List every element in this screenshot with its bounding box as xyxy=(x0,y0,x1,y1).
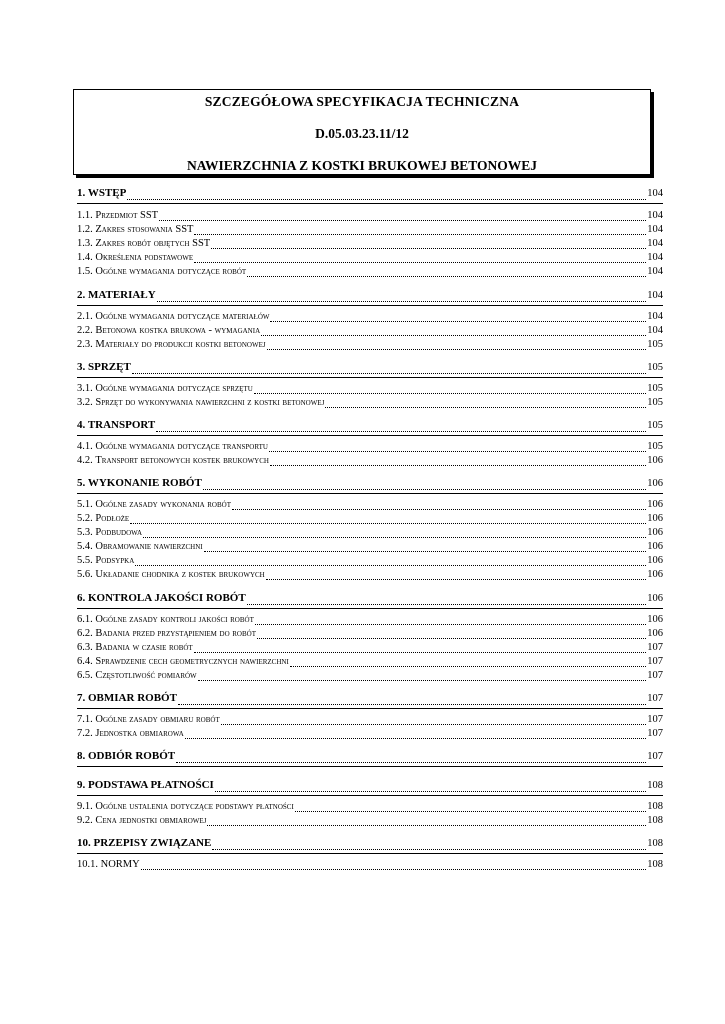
toc-entry[interactable] xyxy=(77,419,663,436)
toc-entry[interactable] xyxy=(77,592,663,609)
toc-entry-number: 7.1. xyxy=(77,714,96,725)
toc-page-number: 106 xyxy=(647,628,663,639)
toc-leader-dots xyxy=(178,703,646,705)
toc-entry[interactable] xyxy=(77,801,663,815)
toc-page-number: 105 xyxy=(647,339,663,350)
toc-entry-number: 6.3. xyxy=(77,642,96,653)
toc-entry-number: 1.2. xyxy=(77,224,96,235)
toc-leader-dots xyxy=(204,550,647,552)
toc-entry-label xyxy=(77,642,193,653)
toc-entry-label xyxy=(77,815,206,826)
toc-entry-label xyxy=(77,714,220,725)
toc-entry[interactable] xyxy=(77,210,663,224)
toc-leader-dots xyxy=(261,334,646,336)
toc-entry-label xyxy=(77,187,126,199)
toc-entry-title: Jednostka obmiarowa xyxy=(95,728,184,739)
toc-leader-dots xyxy=(156,430,646,432)
toc-page-number: 106 xyxy=(647,499,663,510)
toc-entry-number: 3.1. xyxy=(77,383,96,394)
toc-page-number: 107 xyxy=(647,751,663,762)
toc-entry-label xyxy=(77,569,265,580)
toc-leader-dots xyxy=(135,564,646,566)
toc-page-number: 106 xyxy=(647,541,663,552)
toc-entry[interactable] xyxy=(77,714,663,728)
toc-entry[interactable] xyxy=(77,238,663,252)
toc-entry-title: Badania w czasie robót xyxy=(95,642,193,653)
toc-entry-title: Badania przed przystąpieniem do robót xyxy=(95,628,256,639)
toc-entry-title: Sprzęt do wykonywania nawierzchni z kostki betonowej xyxy=(95,397,325,408)
toc-page-number: 104 xyxy=(647,311,663,322)
toc-leader-dots xyxy=(270,464,646,466)
toc-entry-title: SPRZĘT xyxy=(88,361,131,373)
toc-page-number: 106 xyxy=(647,478,663,489)
toc-leader-dots xyxy=(247,603,647,605)
toc-leader-dots xyxy=(257,637,646,639)
toc-entry[interactable] xyxy=(77,477,663,494)
toc-leader-dots xyxy=(157,300,647,302)
toc-entry-label xyxy=(77,837,211,849)
toc-leader-dots xyxy=(232,508,646,510)
toc-page-number: 107 xyxy=(647,714,663,725)
toc-entry-title: KONTROLA JAKOŚCI ROBÓT xyxy=(88,592,246,604)
toc-entry-number: 5.2. xyxy=(77,513,96,524)
toc-entry-title: Betonowa kostka brukowa - wymagania xyxy=(95,325,261,336)
toc-page-number: 106 xyxy=(647,527,663,538)
toc-entry-number: 5.1. xyxy=(77,499,96,510)
toc-entry[interactable] xyxy=(77,642,663,656)
toc-leader-dots xyxy=(295,810,646,812)
toc-entry[interactable] xyxy=(77,339,663,353)
toc-entry-label xyxy=(77,455,269,466)
toc-entry-title: Ogólne zasady wykonania robót xyxy=(95,499,231,510)
toc-entry-number: 4. xyxy=(77,419,88,431)
toc-entry-number: 9.2. xyxy=(77,815,96,826)
toc-entry-title: Częstotliwość pomiarów xyxy=(95,670,197,681)
document-subject: NAWIERZCHNIA Z KOSTKI BRUKOWEJ BETONOWEJ xyxy=(186,158,538,173)
toc-entry[interactable] xyxy=(77,187,663,204)
toc-page-number: 104 xyxy=(647,188,663,199)
toc-entry-number: 1.5. xyxy=(77,266,96,277)
toc-page-number: 107 xyxy=(647,693,663,704)
toc-page-number: 106 xyxy=(647,513,663,524)
toc-entry-number: 1. xyxy=(77,187,88,199)
toc-entry-title: Ogólne ustalenia dotyczące podstawy płatności xyxy=(95,801,294,812)
toc-entry-number: 7.2. xyxy=(77,728,96,739)
toc-entry-label xyxy=(77,339,266,350)
toc-entry-label xyxy=(77,361,131,373)
toc-leader-dots xyxy=(215,790,646,792)
toc-leader-dots xyxy=(290,665,646,667)
toc-entry-title: Podłoże xyxy=(95,513,130,524)
toc-leader-dots xyxy=(266,578,647,580)
toc-entry-number: 5.5. xyxy=(77,555,96,566)
toc-leader-dots xyxy=(207,824,646,826)
toc-page-number: 107 xyxy=(647,728,663,739)
toc-entry-title: OBMIAR ROBÓT xyxy=(88,692,177,704)
toc-entry-title: Sprawdzenie cech geometrycznych nawierzchni xyxy=(95,656,289,667)
toc-page-number: 106 xyxy=(647,614,663,625)
toc-entry[interactable] xyxy=(77,692,663,709)
toc-entry-title: Zakres robót objętych SST xyxy=(95,238,211,249)
toc-entry-label xyxy=(77,441,268,452)
toc-entry-title: WSTĘP xyxy=(87,187,127,199)
toc-entry-label xyxy=(77,419,155,431)
toc-entry[interactable] xyxy=(77,527,663,541)
toc-entry-title: Przedmiot SST xyxy=(95,210,159,221)
toc-entry-number: 2.2. xyxy=(77,325,96,336)
toc-entry[interactable] xyxy=(77,779,663,796)
toc-page-number: 105 xyxy=(647,397,663,408)
toc-entry-title: MATERIAŁY xyxy=(88,289,156,301)
toc-page-number: 104 xyxy=(647,224,663,235)
toc-entry-label xyxy=(77,527,142,538)
toc-entry-title: Ogólne wymagania dotyczące robót xyxy=(95,266,247,277)
toc-entry-label xyxy=(77,670,197,681)
toc-entry-number: 7. xyxy=(77,692,88,704)
toc-entry-title: Podsypka xyxy=(95,555,135,566)
toc-entry-title: Określenia podstawowe xyxy=(95,252,194,263)
toc-entry-number: 6.2. xyxy=(77,628,96,639)
toc-leader-dots xyxy=(267,348,647,350)
toc-entry-title: Ogólne zasady obmiaru robót xyxy=(95,714,220,725)
toc-entry-number: 6.4. xyxy=(77,656,96,667)
toc-entry-label xyxy=(77,210,158,221)
toc-page-number: 104 xyxy=(647,290,663,301)
toc-entry-label xyxy=(77,224,193,235)
toc-entry[interactable] xyxy=(77,750,663,767)
toc-entry-number: 10.1. xyxy=(77,859,101,870)
toc-entry-label xyxy=(77,592,246,604)
toc-leader-dots xyxy=(255,623,646,625)
toc-leader-dots xyxy=(212,848,646,850)
toc-page-number: 108 xyxy=(647,780,663,791)
toc-page-number: 108 xyxy=(647,801,663,812)
toc-entry-number: 1.4. xyxy=(77,252,96,263)
toc-entry-title: Podbudowa xyxy=(95,527,143,538)
toc-entry-title: Transport betonowych kostek brukowych xyxy=(95,455,269,466)
toc-entry-label xyxy=(77,859,140,870)
toc-page-number: 107 xyxy=(647,656,663,667)
toc-page-number: 106 xyxy=(647,569,663,580)
toc-entry-label xyxy=(77,513,129,524)
toc-entry-label xyxy=(77,499,231,510)
toc-entry-number: 5.4. xyxy=(77,541,96,552)
toc-page-number: 105 xyxy=(647,420,663,431)
toc-entry-title: ODBIÓR ROBÓT xyxy=(88,750,176,762)
toc-entry-label xyxy=(77,289,156,301)
toc-page-number: 104 xyxy=(647,252,663,263)
toc-entry[interactable] xyxy=(77,224,663,238)
toc-leader-dots xyxy=(211,247,646,249)
toc-page-number: 104 xyxy=(647,325,663,336)
toc-entry[interactable] xyxy=(77,614,663,628)
toc-entry[interactable] xyxy=(77,815,663,829)
toc-entry[interactable] xyxy=(77,555,663,569)
toc-entry-label xyxy=(77,614,254,625)
toc-page-number: 104 xyxy=(647,238,663,249)
toc-entry[interactable] xyxy=(77,628,663,642)
toc-entry[interactable] xyxy=(77,325,663,339)
toc-page-number: 106 xyxy=(647,455,663,466)
document-title: SZCZEGÓŁOWA SPECYFIKACJA TECHNICZNA xyxy=(204,94,520,109)
toc-entry[interactable] xyxy=(77,252,663,266)
toc-entry[interactable] xyxy=(77,311,663,325)
toc-entry-title: Obramowanie nawierzchni xyxy=(95,541,203,552)
toc-entry[interactable] xyxy=(77,361,663,378)
toc-page-number: 108 xyxy=(647,838,663,849)
document-code: D.05.03.23.11/12 xyxy=(315,126,409,141)
toc-entry-number: 3. xyxy=(77,361,88,373)
toc-entry-label xyxy=(77,728,184,739)
toc-leader-dots xyxy=(132,372,646,374)
toc-page-number: 108 xyxy=(647,859,663,870)
toc-entry[interactable] xyxy=(77,670,663,684)
toc-leader-dots xyxy=(194,261,646,263)
toc-entry-number: 8. xyxy=(77,750,88,762)
toc-entry-label xyxy=(77,477,202,489)
toc-entry-title: Ogólne wymagania dotyczące materiałów xyxy=(95,311,270,322)
toc-entry[interactable] xyxy=(77,266,663,280)
toc-entry[interactable] xyxy=(77,383,663,397)
toc-entry-title: Ogólne wymagania dotyczące sprzętu xyxy=(95,383,253,394)
toc-entry[interactable] xyxy=(77,513,663,527)
toc-leader-dots xyxy=(221,723,647,725)
toc-entry[interactable] xyxy=(77,455,663,469)
toc-entry-title: Układanie chodnika z kostek brukowych xyxy=(95,569,265,580)
toc-leader-dots xyxy=(247,275,646,277)
toc-page-number: 107 xyxy=(647,642,663,653)
toc-entry-label xyxy=(77,252,193,263)
toc-leader-dots xyxy=(127,198,646,200)
toc-entry-number: 10. xyxy=(77,837,94,849)
toc-entry-label xyxy=(77,383,253,394)
toc-entry-label xyxy=(77,750,175,762)
toc-entry-number: 4.2. xyxy=(77,455,96,466)
toc-leader-dots xyxy=(185,737,646,739)
toc-page-number: 105 xyxy=(647,441,663,452)
toc-entry-number: 6. xyxy=(77,592,88,604)
toc-entry-title: Ogólne wymagania dotyczące transportu xyxy=(95,441,268,452)
toc-entry-number: 5.6. xyxy=(77,569,96,580)
toc-entry-title: PODSTAWA PŁATNOŚCI xyxy=(88,779,214,791)
toc-entry-title: Ogólne zasady kontroli jakości robót xyxy=(95,614,254,625)
toc-leader-dots xyxy=(269,450,646,452)
toc-entry-number: 4.1. xyxy=(77,441,96,452)
toc-leader-dots xyxy=(159,219,646,221)
toc-entry[interactable] xyxy=(77,541,663,555)
toc-entry[interactable] xyxy=(77,499,663,513)
toc-entry[interactable] xyxy=(77,569,663,583)
toc-entry-number: 3.2. xyxy=(77,397,96,408)
toc-entry-title: Materiały do produkcji kostki betonowej xyxy=(95,339,266,350)
toc-entry[interactable] xyxy=(77,859,663,873)
toc-entry-number: 2.3. xyxy=(77,339,96,350)
toc-entry-number: 5. xyxy=(77,477,88,489)
toc-entry-label xyxy=(77,692,177,704)
toc-leader-dots xyxy=(141,868,647,870)
toc-page-number: 106 xyxy=(647,555,663,566)
toc-leader-dots xyxy=(176,761,646,763)
toc-entry-number: 6.5. xyxy=(77,670,96,681)
toc-leader-dots xyxy=(325,406,646,408)
toc-entry-label xyxy=(77,541,203,552)
toc-entry-number: 5.3. xyxy=(77,527,96,538)
toc-entry-label xyxy=(77,325,260,336)
toc-page-number: 105 xyxy=(647,362,663,373)
toc-entry-number: 2.1. xyxy=(77,311,96,322)
toc-leader-dots xyxy=(270,320,646,322)
toc-entry[interactable] xyxy=(77,441,663,455)
toc-entry-title: Zakres stosowania SST xyxy=(95,224,194,235)
toc-entry-title: NORMY xyxy=(100,859,140,870)
toc-page-number: 104 xyxy=(647,210,663,221)
toc-entry-title: WYKONANIE ROBÓT xyxy=(87,477,202,489)
toc-leader-dots xyxy=(203,488,646,490)
toc-entry-number: 1.3. xyxy=(77,238,96,249)
toc-entry-label xyxy=(77,311,269,322)
toc-entry[interactable] xyxy=(77,289,663,306)
toc-entry[interactable] xyxy=(77,397,663,411)
toc-entry-label xyxy=(77,628,256,639)
toc-entry-label xyxy=(77,656,289,667)
toc-entry-number: 9. xyxy=(77,779,88,791)
toc-entry-title: Cena jednostki obmiarowej xyxy=(95,815,207,826)
toc-entry[interactable] xyxy=(77,837,663,854)
toc-page-number: 107 xyxy=(647,670,663,681)
toc-leader-dots xyxy=(198,679,647,681)
toc-page-number: 105 xyxy=(647,383,663,394)
toc-entry-title: TRANSPORT xyxy=(87,419,156,431)
toc-page-number: 106 xyxy=(647,593,663,604)
toc-entry-number: 9.1. xyxy=(77,801,96,812)
toc-leader-dots xyxy=(194,651,647,653)
toc-entry-number: 1.1. xyxy=(77,210,96,221)
toc-entry-label xyxy=(77,266,246,277)
title-box xyxy=(73,89,651,175)
toc-entry-number: 2. xyxy=(77,289,88,301)
toc-leader-dots xyxy=(194,233,646,235)
toc-leader-dots xyxy=(143,536,646,538)
toc-entry-label xyxy=(77,397,324,408)
toc-leader-dots xyxy=(254,392,646,394)
toc-entry[interactable] xyxy=(77,656,663,670)
toc-page-number: 108 xyxy=(647,815,663,826)
toc-entry-label xyxy=(77,555,134,566)
toc-entry-label xyxy=(77,779,214,791)
toc-page-number: 104 xyxy=(647,266,663,277)
toc-entry-title: PRZEPISY ZWIĄZANE xyxy=(93,837,212,849)
toc-entry[interactable] xyxy=(77,728,663,742)
toc-leader-dots xyxy=(130,522,646,524)
toc-entry-number: 6.1. xyxy=(77,614,96,625)
toc-entry-label xyxy=(77,238,210,249)
toc-entry-label xyxy=(77,801,294,812)
